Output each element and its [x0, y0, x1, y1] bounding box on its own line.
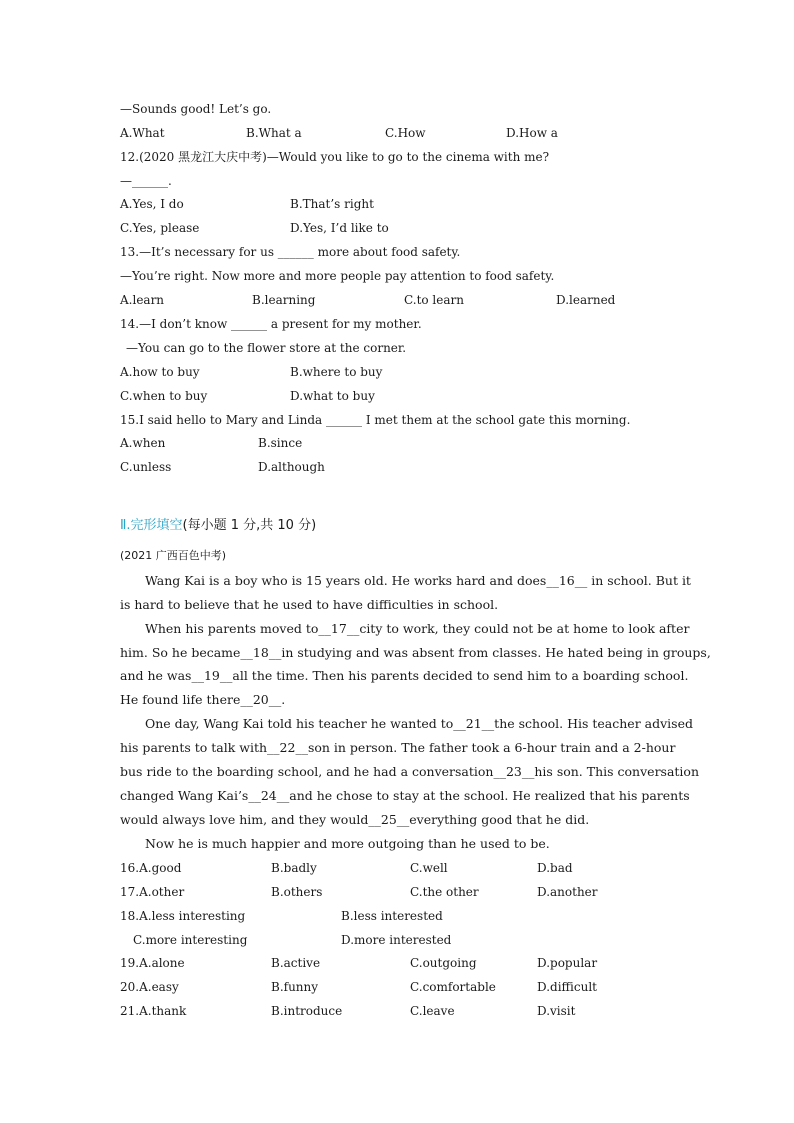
- q14-option-a: A.how to buy: [120, 365, 200, 379]
- q14-reply: —You can go to the flower store at the corner.: [126, 341, 407, 355]
- passage-line: him. So he became__18__in studying and was absent from classes. He hated being in groups,: [120, 645, 711, 660]
- q20-option-a: 20.A.easy: [120, 980, 179, 994]
- q13-option-a: A.learn: [120, 293, 165, 307]
- q18-option-b: B.less interested: [341, 909, 443, 923]
- q17-option-d: D.another: [537, 885, 598, 899]
- q16-option-d: D.bad: [537, 861, 573, 875]
- q15-option-a: A.when: [120, 436, 166, 450]
- q13-option-b: B.learning: [252, 293, 316, 307]
- q19-option-d: D.popular: [537, 956, 598, 970]
- q16-option-a: 16.A.good: [120, 861, 182, 875]
- passage-line: One day, Wang Kai told his teacher he wanted to__21__the school. His teacher advised: [145, 716, 693, 731]
- q20-option-c: C.comfortable: [410, 980, 496, 994]
- q11-option-c: C.How: [385, 126, 426, 140]
- q18-option-a: 18.A.less interesting: [120, 909, 246, 923]
- q21-option-b: B.introduce: [271, 1004, 343, 1018]
- passage-line: He found life there__20__.: [120, 692, 286, 707]
- q15-option-d: D.although: [258, 460, 325, 474]
- q14-option-d: D.what to buy: [290, 389, 375, 403]
- section-heading: [120, 517, 316, 535]
- q12-option-c: C.Yes, please: [120, 221, 200, 235]
- q12-stem: 12.(2020 黑龙江大庆中考)—Would you like to go to the cinema with me?: [120, 150, 550, 164]
- q15-stem: 15.I said hello to Mary and Linda ______ I met them at the school gate this morning.: [120, 413, 631, 427]
- q21-option-c: C.leave: [410, 1004, 455, 1018]
- q17-option-c: C.the other: [410, 885, 479, 899]
- q11-option-d: D.How a: [506, 126, 558, 140]
- passage-source: (2021 广西百色中考): [120, 549, 227, 562]
- q12-option-b: B.That’s right: [290, 197, 374, 211]
- passage-line: and he was__19__all the time. Then his parents decided to send him to a boarding school.: [120, 668, 689, 683]
- passage-line: is hard to believe that he used to have difficulties in school.: [120, 597, 499, 612]
- q13-option-c: C.to learn: [404, 293, 464, 307]
- q20-option-d: D.difficult: [537, 980, 597, 994]
- q13-option-d: D.learned: [556, 293, 616, 307]
- q18-option-c: C.more interesting: [133, 933, 248, 947]
- passage-line: When his parents moved to__17__city to work, they could not be at home to look after: [145, 621, 690, 636]
- q21-option-d: D.visit: [537, 1004, 576, 1018]
- q21-option-a: 21.A.thank: [120, 1004, 187, 1018]
- q15-option-b: B.since: [258, 436, 303, 450]
- section-title: Ⅱ.完形填空: [120, 518, 183, 533]
- q11-option-a: A.What: [120, 126, 165, 140]
- passage-line: would always love him, and they would__25__everything good that he did.: [120, 812, 590, 827]
- q17-option-b: B.others: [271, 885, 323, 899]
- q11-option-b: B.What a: [246, 126, 302, 140]
- q19-option-c: C.outgoing: [410, 956, 477, 970]
- passage-line: Wang Kai is a boy who is 15 years old. He works hard and does__16__ in school. But it: [145, 573, 691, 588]
- q14-option-b: B.where to buy: [290, 365, 383, 379]
- q13-reply: —You’re right. Now more and more people pay attention to food safety.: [120, 269, 555, 283]
- q20-option-b: B.funny: [271, 980, 319, 994]
- q12-option-d: D.Yes, I’d like to: [290, 221, 389, 235]
- passage-line: Now he is much happier and more outgoing than he used to be.: [145, 836, 550, 851]
- passage-line: his parents to talk with__22__son in person. The father took a 6-hour train and a 2-hour: [120, 740, 676, 755]
- q12-option-a: A.Yes, I do: [120, 197, 184, 211]
- q17-option-a: 17.A.other: [120, 885, 185, 899]
- q11-reply: —Sounds good! Let’s go.: [120, 102, 272, 116]
- q16-option-b: B.badly: [271, 861, 317, 875]
- q14-option-c: C.when to buy: [120, 389, 208, 403]
- q14-stem: 14.—I don’t know ______ a present for my mother.: [120, 317, 422, 331]
- q12-answer-line: —______.: [120, 174, 172, 188]
- passage-line: changed Wang Kai’s__24__and he chose to stay at the school. He realized that his parents: [120, 788, 690, 803]
- passage-line: bus ride to the boarding school, and he had a conversation__23__his son. This conversation: [120, 764, 700, 779]
- q16-option-c: C.well: [410, 861, 448, 875]
- section-scoring-note: (每小题 1 分,共 10 分): [182, 518, 317, 533]
- q15-option-c: C.unless: [120, 460, 172, 474]
- q19-option-b: B.active: [271, 956, 321, 970]
- q18-option-d: D.more interested: [341, 933, 452, 947]
- q13-stem: 13.—It’s necessary for us ______ more about food safety.: [120, 245, 461, 259]
- q19-option-a: 19.A.alone: [120, 956, 185, 970]
